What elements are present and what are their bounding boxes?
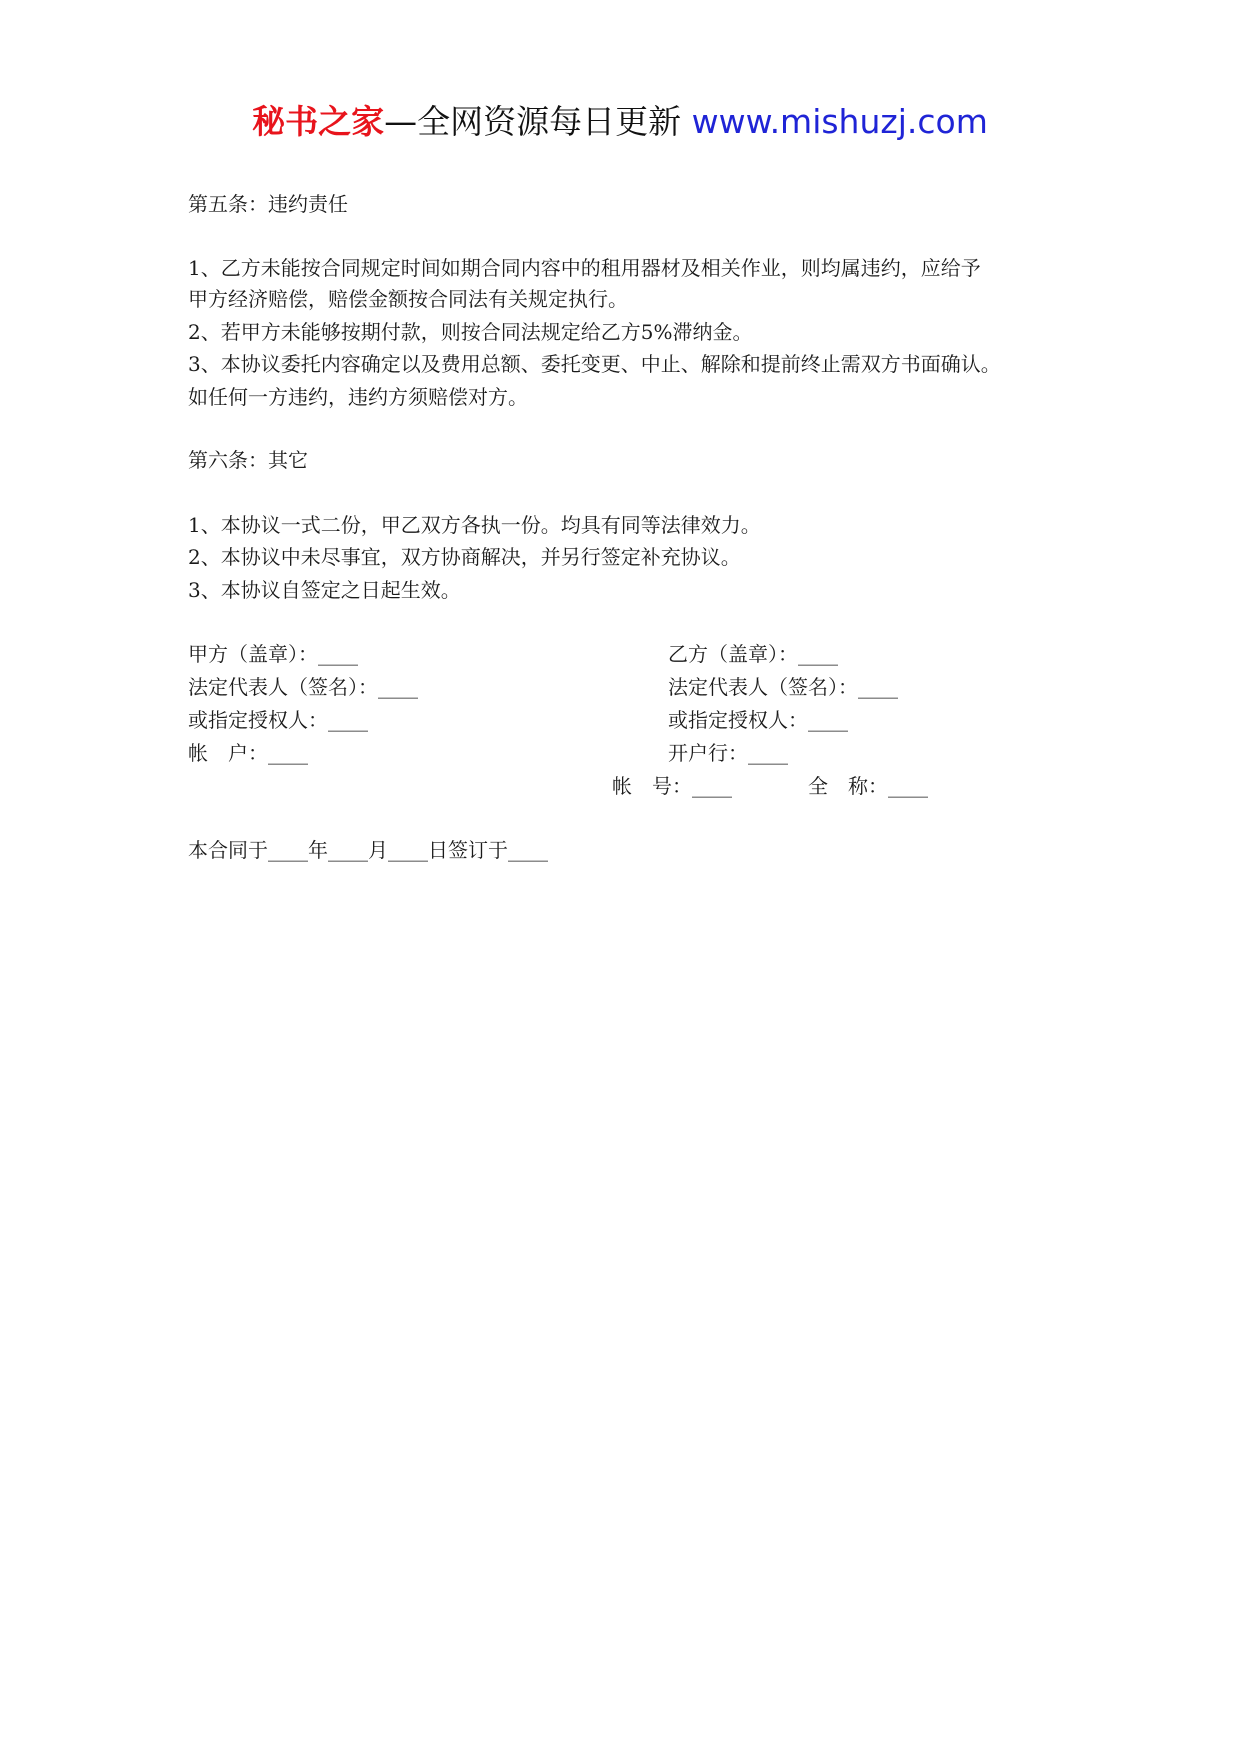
signing-date-line: 本合同于____年____月____日签订于____: [188, 838, 548, 862]
brand-name: 秘书之家: [252, 102, 385, 141]
party-a-representative: 法定代表人（签名）：____: [188, 675, 418, 699]
article5-title: 第五条：违约责任: [188, 192, 348, 216]
site-url-link[interactable]: www.mishuzj.com: [691, 102, 988, 141]
party-b-seal: 乙方（盖章）：____: [668, 642, 838, 666]
party-b-full-name: 全 称：____: [808, 774, 928, 798]
party-b-account-number: 帐 号：____: [612, 774, 732, 798]
article5-item: 甲方经济赔偿，赔偿金额按合同法有关规定执行。: [188, 287, 628, 311]
article6-item: 2、本协议中未尽事宜，双方协商解决，并另行签定补充协议。: [188, 545, 741, 569]
header-tagline: —全网资源每日更新: [384, 102, 682, 141]
party-b-bank: 开户行：____: [668, 741, 788, 765]
party-b-authorized: 或指定授权人：____: [668, 708, 848, 732]
party-a-authorized: 或指定授权人：____: [188, 708, 368, 732]
party-a-seal: 甲方（盖章）：____: [188, 642, 358, 666]
article5-item: 如任何一方违约，违约方须赔偿对方。: [188, 385, 528, 409]
party-b-representative: 法定代表人（签名）：____: [668, 675, 898, 699]
article5-item: 2、若甲方未能够按期付款，则按合同法规定给乙方5%滞纳金。: [188, 320, 753, 344]
party-a-account: 帐 户：____: [188, 741, 308, 765]
article5-item: 1、乙方未能按合同规定时间如期合同内容中的租用器材及相关作业，则均属违约，应给予: [188, 256, 981, 280]
article6-item: 3、本协议自签定之日起生效。: [188, 578, 461, 602]
article6-title: 第六条：其它: [188, 448, 308, 472]
article6-item: 1、本协议一式二份，甲乙双方各执一份。均具有同等法律效力。: [188, 513, 761, 537]
site-header: [0, 100, 1240, 144]
article5-item: 3、本协议委托内容确定以及费用总额、委托变更、中止、解除和提前终止需双方书面确认。: [188, 352, 1001, 376]
